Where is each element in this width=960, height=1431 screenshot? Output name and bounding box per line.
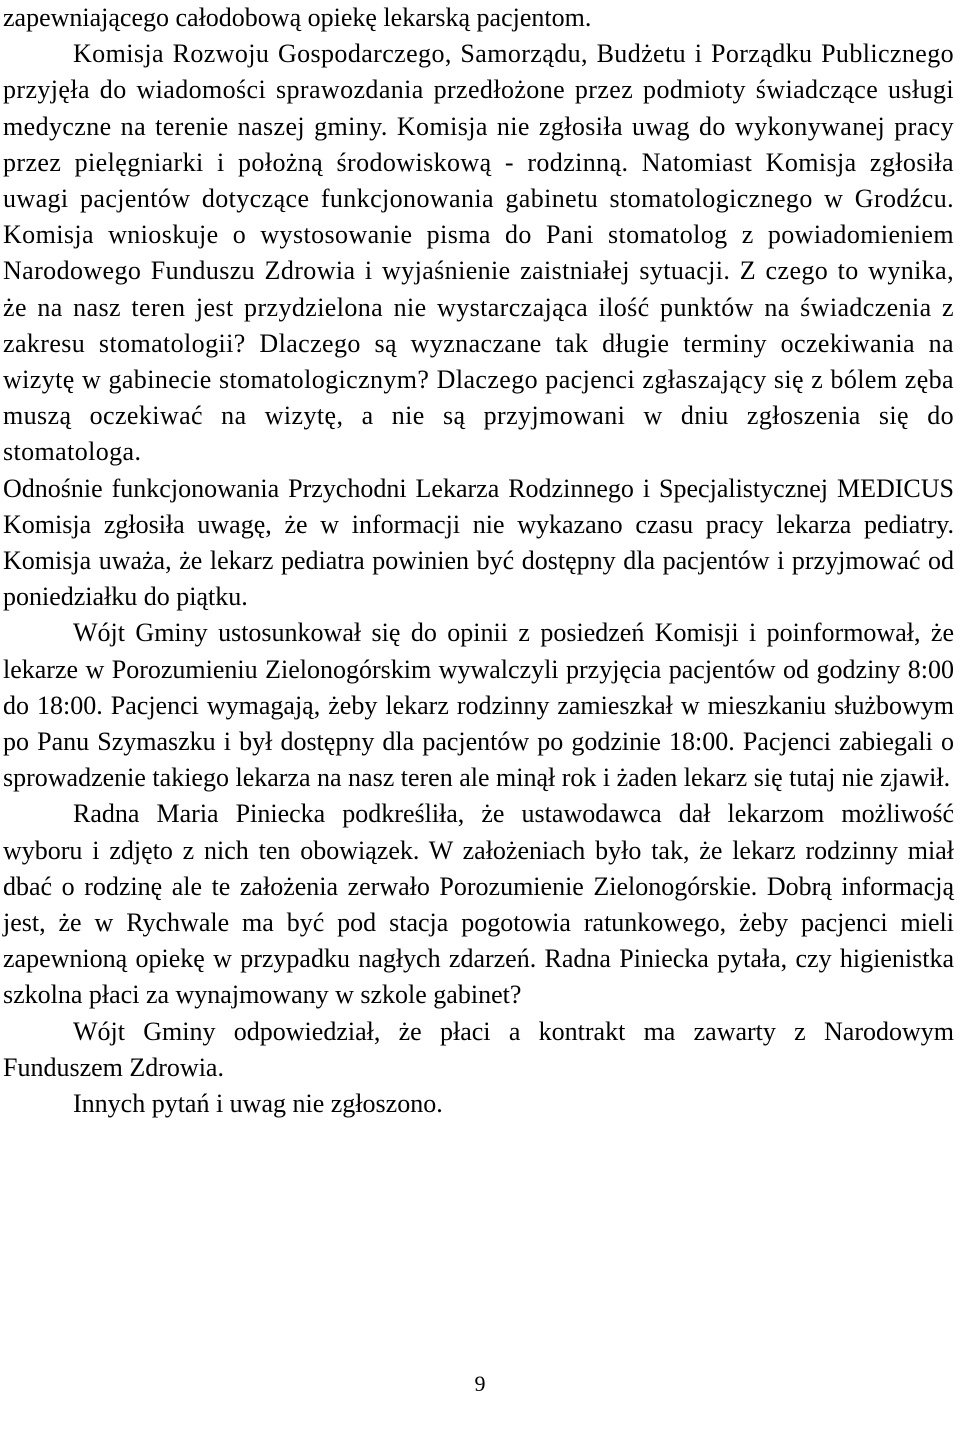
paragraph-commission-report: Komisja Rozwoju Gospodarczego, Samorządu, Budżetu i Porządku Publicznego przyjęła do wiadomości sprawozdania przedłożone przez podmioty świadczące usługi medyczne na terenie naszej gminy. Komisja nie zgłosiła uwag do wykonywanej pracy przez pielęgniarki i położną środowiskową - rodzinną. Natomiast Komisja zgłosiła uwagi pacjentów dotyczące funkcjonowania gabinetu stomatologicznego w Grodźcu. Komisja wnioskuje o wystosowanie pisma do Pani stomatolog z powiadomieniem Narodowego Funduszu Zdrowia i wyjaśnienie zaistniałej sytuacji. Z czego to wynika, że na nasz teren jest przydzielona nie wystarczająca ilość punktów na świadczenia z zakresu stomatologii? Dlaczego są wyznaczane tak długie terminy oczekiwania na wizytę w gabinecie stomatologicznym? Dlaczego pacjenci zgłaszający się z bólem zęba muszą oczekiwać na wizytę, a nie są przyjmowani w dniu zgłoszenia się do stomatologa. (3, 39, 954, 467)
page-number: 9 (474, 1371, 486, 1396)
paragraph-councillor-piniecka: Radna Maria Piniecka podkreśliła, że ustawodawca dał lekarzom możliwość wyboru i zdjęto z nich ten obowiązek. W założeniach było tak, że lekarz rodzinny miał dbać o rodzinę ale te założenia zerwało Porozumienie Zielonogórskie. Dobrą informacją jest, że w Rychwale ma być pod stacja pogotowia ratunkowego, żeby pacjenci mieli zapewnioną opiekę w przypadku nagłych zdarzeń. Radna Piniecka pytała, czy higienistka szkolna płaci za wynajmowany w szkole gabinet? (3, 799, 954, 1010)
document-body (3, 0, 954, 1122)
paragraph-closing: Innych pytań i uwag nie zgłoszono. (73, 1089, 443, 1119)
paragraph-mayor-response: Wójt Gminy ustosunkował się do opinii z posiedzeń Komisji i poinformował, że lekarze w Porozumieniu Zielonogórskim wywalczyli przyjęcia pacjentów od godziny 8:00 do 18:00. Pacjenci wymagają, żeby lekarz rodzinny zamieszkał w mieszkaniu służbowym po Panu Szymaszku i był dostępny dla pacjentów po godzinie 18:00. Pacjenci zabiegali o sprowadzenie takiego lekarza na nasz teren ale minął rok i żaden lekarz się tutaj nie zjawił. (3, 618, 954, 793)
paragraph-mayor-answer: Wójt Gminy odpowiedział, że płaci a kontrakt ma zawarty z Narodowym Funduszem Zdrowia. (3, 1016, 954, 1082)
paragraph-medicus-clinic: Odnośnie funkcjonowania Przychodni Lekarza Rodzinnego i Specjalistycznej MEDICUS Komisja zgłosiła uwagę, że w informacji nie wykazano czasu pracy lekarza pediatry. Komisja uważa, że lekarz pediatra powinien być dostępny dla pacjentów i przyjmować od poniedziałku do piątku. (3, 473, 954, 612)
paragraph-continuation: zapewniającego całodobową opiekę lekarską pacjentom. (3, 3, 592, 32)
